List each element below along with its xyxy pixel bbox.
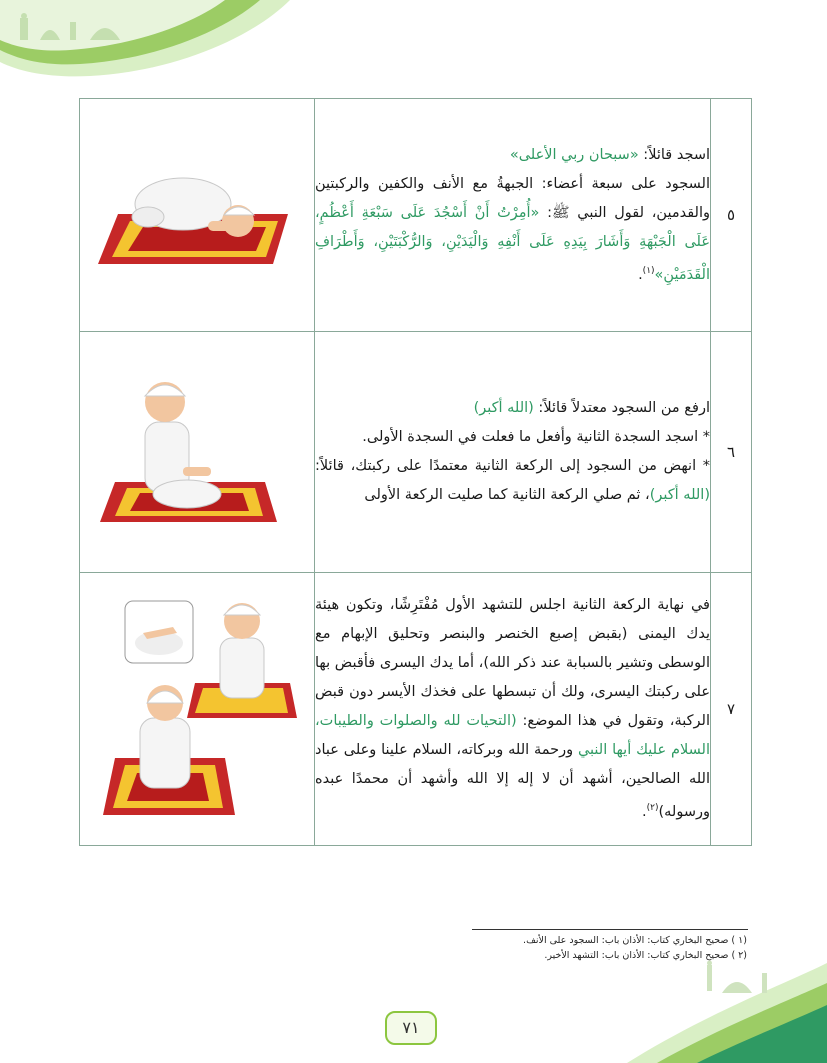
step-body-text: في نهاية الركعة الثانية اجلس للتشهد الأول مُفْتَرِشًا، وتكون هيئة يدك اليمنى (بقبض إصبع الخنصر والبنصر وتحليق الإبهام مع الوسطى وتشير بالسبابة عند ذكر الله)، أما يدك اليسرى فأقبض بها على ركبتك اليسرى، ولك أن تبسطها على فخذك الأيسر دون قبض الركبة، وتقول في هذا الموضع: (315, 597, 710, 730)
footnote-divider (472, 929, 748, 930)
tashahhud-illustration-cell (80, 573, 315, 846)
footnote-ref: (١) (642, 265, 655, 276)
dhikr-quote: «سبحان ربي الأعلى» (509, 146, 639, 163)
step-bullet: * اسجد السجدة الثانية وأفعل ما فعلت في السجدة الأولى. (362, 429, 710, 445)
tashahhud-illustration (95, 593, 300, 823)
step-row-6 (80, 332, 752, 573)
page-number: ٧١ (385, 1011, 437, 1045)
step-body (315, 591, 710, 827)
tashahhud-text: ورحمة الله وبركاته، السلام علينا وعلى عباد الله الصالحين، أشهد أن لا إله إلا الله وأشهد أن محمدًا عبده ورسوله) (315, 742, 710, 820)
step-bullet-suffix: ، ثم صلي الركعة الثانية كما صليت الركعة الأولى (364, 487, 650, 503)
sujood-illustration-cell (80, 99, 315, 332)
step-bullet-prefix: * انهض من السجود إلى الركعة الثانية معتمدًا على ركبتك، قائلاً: (315, 458, 710, 474)
step-number: ٦ (711, 332, 752, 573)
prayer-steps-table (79, 98, 752, 846)
step-text (315, 99, 711, 332)
takbir-quote: (الله أكبر) (473, 400, 534, 416)
sujood-illustration (88, 159, 298, 269)
footnote: (٢ ) صحيح البخاري كتاب: الأذان باب: التشهد الأخير. (544, 950, 747, 961)
step-number: ٥ (711, 99, 752, 332)
sitting-between-sujood-illustration (95, 372, 285, 532)
footnote: (١ ) صحيح البخاري كتاب: الأذان باب: السجود على الأنف. (523, 935, 747, 946)
step-title-prefix: ارفع من السجود معتدلاً قائلاً: (533, 400, 710, 416)
footer-decoration (587, 953, 827, 1063)
sentence-end: . (642, 803, 647, 820)
sentence-end: . (638, 266, 643, 283)
step-title (315, 141, 710, 170)
step-body (315, 170, 710, 290)
step-title-prefix: اسجد قائلاً: (638, 146, 710, 163)
step-body-text: السجود على سبعة أعضاء: الجبهةُ مع الأنف والكفين والركبتين والقدمين، لقول النبي ﷺ: (315, 175, 710, 221)
hadith-text: «أُمِرْتُ أَنْ أَسْجُدَ عَلَى سَبْعَةِ أَعْظُمٍ، عَلَى الْجَبْهَةِ وَأَشَارَ بِيَدِهِ عَلَى أَنْفِهِ وَالْيَدَيْنِ، وَالرُّكْبَتَيْنِ، وَأَطْرَافِ الْقَدَمَيْنِ» (315, 204, 710, 283)
step-number: ٧ (711, 573, 752, 846)
step-row-7 (80, 573, 752, 846)
step-text (315, 332, 711, 573)
step-title (315, 394, 710, 423)
tashahhud-green-text: (التحيات لله والصلوات والطيبات، السلام عليك أيها النبي (315, 713, 710, 759)
step-text (315, 573, 711, 846)
footnotes (447, 933, 747, 963)
step-row-5 (80, 99, 752, 332)
step-bullet (315, 452, 710, 510)
sitting-illustration-cell (80, 332, 315, 573)
footnote-ref: (٢) (646, 803, 659, 814)
header-decoration (0, 0, 290, 80)
takbir-quote: (الله أكبر) (649, 487, 710, 503)
